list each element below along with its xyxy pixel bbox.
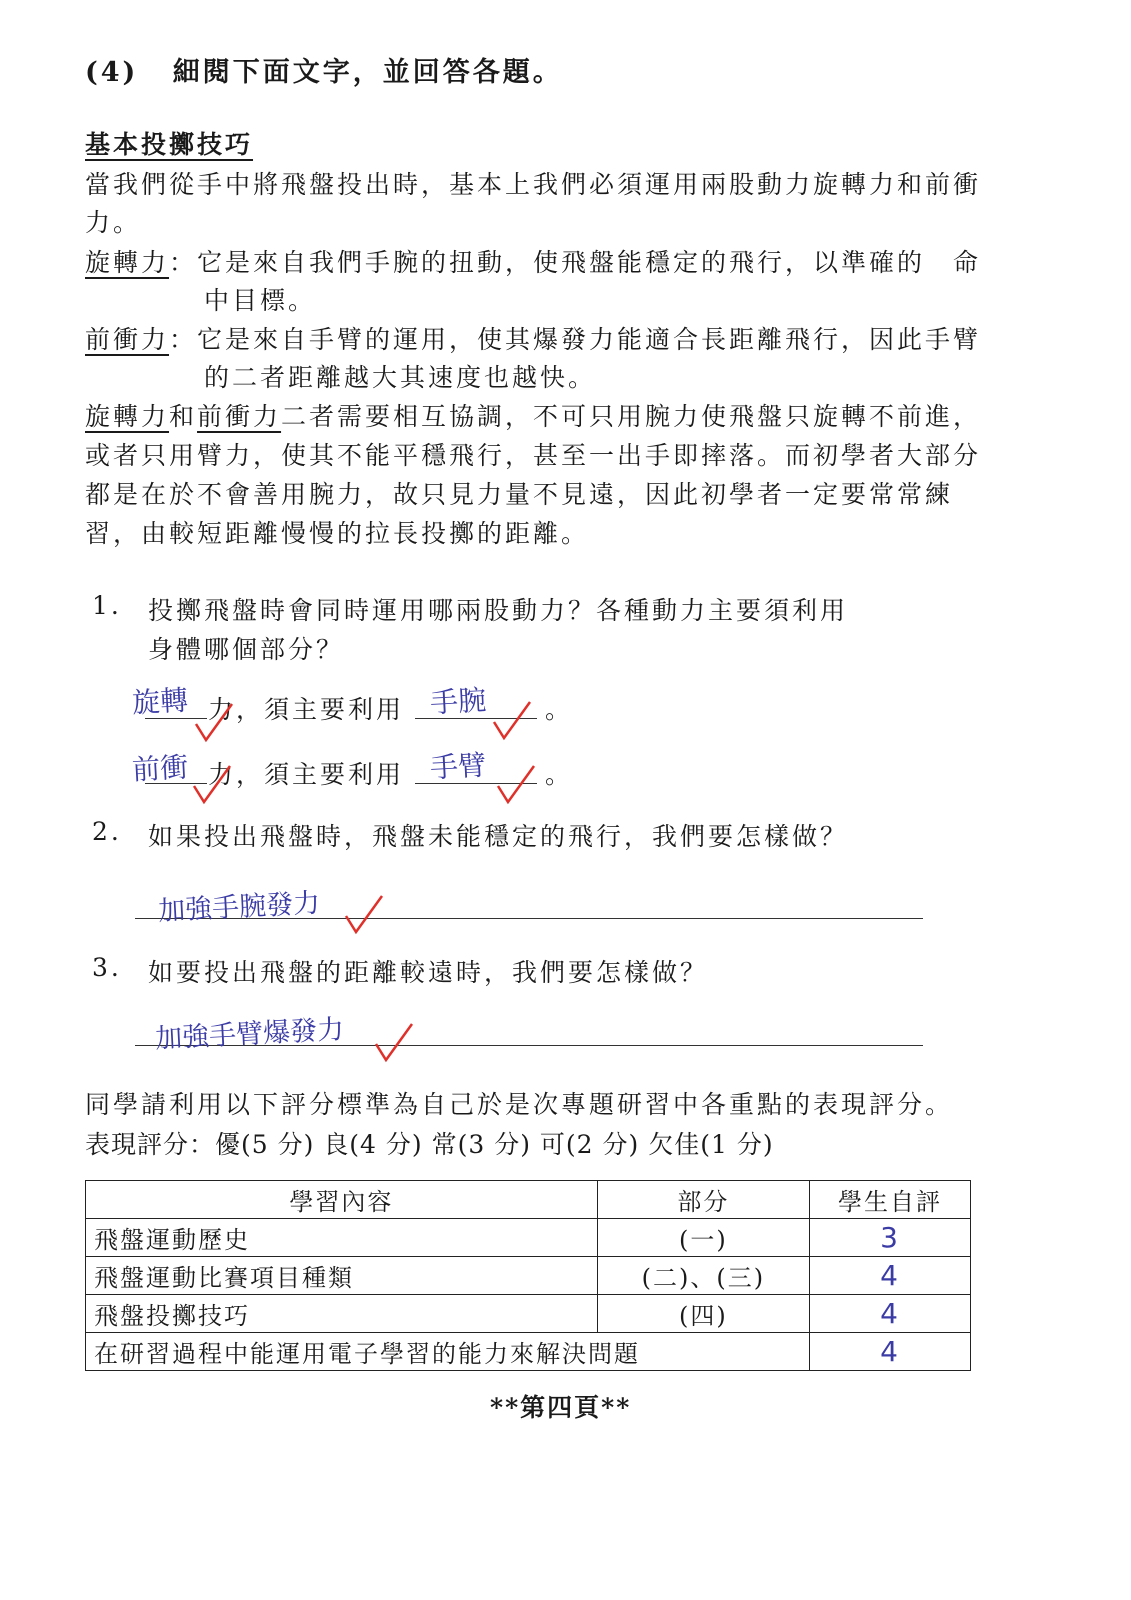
section-number: (4) [85,57,139,88]
passage-title: 基本投擲技巧 [85,130,254,159]
question-3-number: 3. [92,953,122,982]
correct-check-icon [494,760,538,806]
row-content: 飛盤運動歷史 [86,1219,598,1257]
forward-term: 前衝力 [85,325,170,354]
row-content: 飛盤投擲技巧 [86,1295,598,1333]
row-score: 4 [809,1295,970,1333]
forward-text: ：它是來自手臂的運用，使其爆發力能適合長距離飛行，因此手臂 [169,325,982,354]
row-score: 4 [809,1257,970,1295]
row-part: (四) [597,1295,809,1333]
row-content: 在研習過程中能運用電子學習的能力來解決問題 [86,1333,810,1371]
row-score: 4 [809,1333,970,1371]
q1-answer-2-handwritten-force: 前衝 [131,750,189,787]
question-1-text-line-2: 身體哪個部分？ [148,635,345,664]
passage-intro-line-2: 力。 [85,208,142,237]
forward-definition-line-2: 的二者距離越大其速度也越快。 [204,363,597,392]
rotation-term: 旋轉力 [85,248,170,277]
q1-answer-1-end: 。 [545,695,574,724]
q1-answer-2-handwritten-part: 手臂 [429,748,487,785]
section-instruction: 細閱下面文字，並回答各題。 [172,57,563,88]
self-assessment-table [85,1180,971,1371]
section-heading [85,50,563,89]
question-2-number: 2. [92,817,122,846]
row-part: (二)、(三) [597,1257,809,1295]
paragraph-and: 和 [169,402,198,431]
paragraph-term-forward: 前衝力 [197,402,282,431]
question-1-text-line-1: 投擲飛盤時會同時運用哪兩股動力？各種動力主要須利用 [148,596,849,625]
table-row [86,1219,971,1257]
q1-answer-2-end: 。 [545,760,574,789]
rotation-definition-line-1 [85,243,981,279]
q1-answer-1-middle-text: 力，須主要利用 [208,695,405,724]
rotation-text: ：它是來自我們手腕的扭動，使飛盤能穩定的飛行，以準確的 命 [169,248,982,277]
assessment-scale: 表現評分：優(5 分) 良(4 分) 常(3 分) 可(2 分) 欠佳(1 分) [85,1130,774,1159]
q1-answer-1-handwritten-part: 手腕 [429,683,487,720]
table-row [86,1333,971,1371]
forward-definition-line-1 [85,320,981,356]
row-part: (一) [597,1219,809,1257]
passage-intro-line-1: 當我們從手中將飛盤投出時，基本上我們必須運用兩股動力旋轉力和前衝 [85,170,982,199]
correct-check-icon [342,890,386,936]
table-row [86,1295,971,1333]
q2-handwritten-answer: 加強手腕發力 [157,887,321,928]
passage-paragraph-line-4: 習，由較短距離慢慢的拉長投擲的距離。 [85,519,590,548]
table-row [86,1257,971,1295]
q3-handwritten-answer: 加強手臂爆發力 [154,1014,345,1055]
correct-check-icon [372,1018,416,1064]
correct-check-icon [192,698,236,744]
q1-answer-2-middle-text: 力，須主要利用 [208,760,405,789]
page-footer: **第四頁** [490,1393,632,1422]
question-1-number: 1. [92,591,122,620]
question-3-text: 如要投出飛盤的距離較遠時，我們要怎樣做？ [148,958,709,987]
paragraph-text: 二者需要相互協調，不可只用腕力使飛盤只旋轉不前進， [281,402,982,431]
correct-check-icon [490,696,534,742]
paragraph-term-rotation: 旋轉力 [85,402,170,431]
row-score: 3 [809,1219,970,1257]
row-content: 飛盤運動比賽項目種類 [86,1257,598,1295]
header-part: 部分 [597,1181,809,1219]
table-header-row [86,1181,971,1219]
header-self-score: 學生自評 [809,1181,970,1219]
q1-answer-1-handwritten-force: 旋轉 [131,683,189,720]
correct-check-icon [190,760,234,806]
question-2-text: 如果投出飛盤時，飛盤未能穩定的飛行，我們要怎樣做？ [148,822,849,851]
passage-paragraph-line-1 [85,397,981,433]
assessment-instruction: 同學請利用以下評分標準為自己於是次專題研習中各重點的表現評分。 [85,1090,954,1119]
passage-paragraph-line-3: 都是在於不會善用腕力，故只見力量不見遠，因此初學者一定要常常練 [85,480,954,509]
rotation-definition-line-2: 中目標。 [204,286,317,315]
header-content: 學習內容 [86,1181,598,1219]
passage-paragraph-line-2: 或者只用臂力，使其不能平穩飛行，甚至一出手即摔落。而初學者大部分 [85,441,982,470]
